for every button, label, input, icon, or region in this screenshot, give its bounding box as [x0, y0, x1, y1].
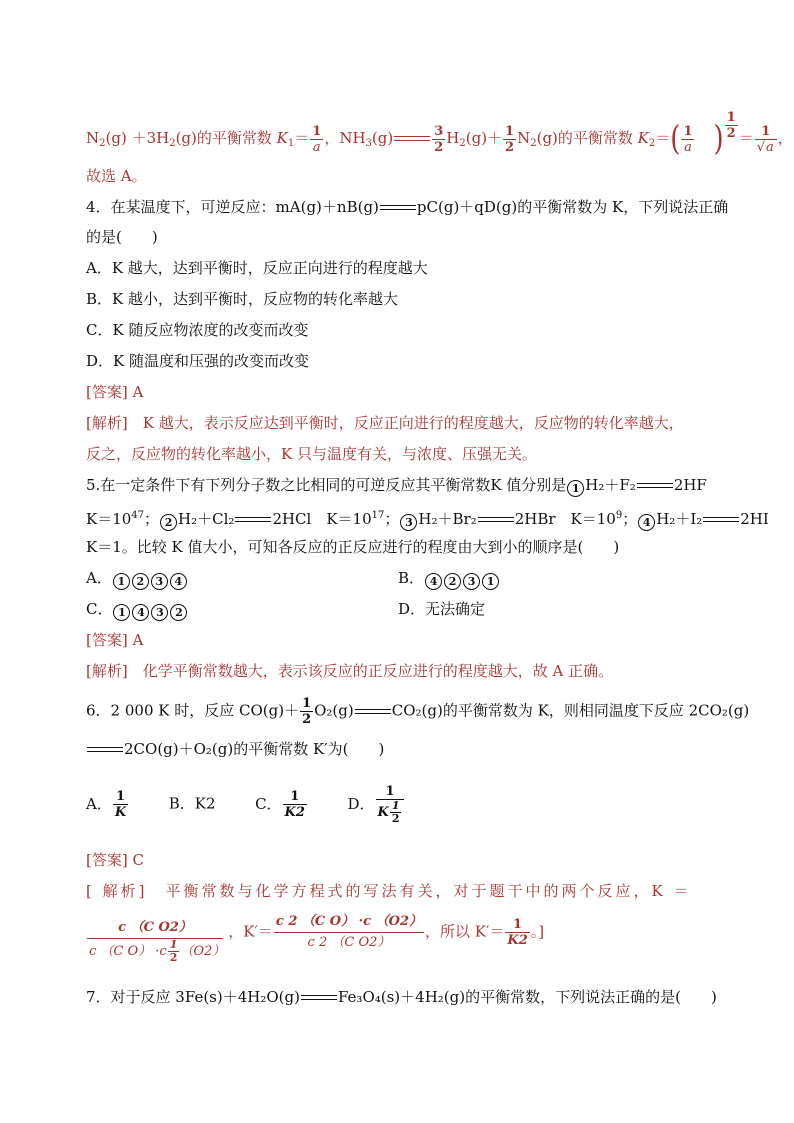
option-6a: A． $\frac{1}{K}$	[86, 789, 127, 820]
question-6-stem-cont: 2CO(g)＋O₂(g)的平衡常数 K′为( )	[86, 738, 384, 760]
solution-line-1: $N_2(g) +3H_2(g)$的平衡常数 $K_1=$ $\frac{1}{a}$ ，$NH_3(g)$ $\frac{3}{2}$ $H_2(g)+$ $\frac{1}{2}$ $N_2(g)$的平衡常数 $K_2=$( $\frac{1}{a}$ ) $\frac{1}{2}$ ＝ $\frac{1}{√a}$ ，	[86, 110, 793, 159]
option-6c: C． $\frac{1}{K2}$	[255, 789, 305, 820]
question-6-stem: 6．2 000 K 时，反应 CO(g)＋ $\frac{1}{2}$ O₂(g) CO₂(g)的平衡常数为 K，则相同温度下反应 2CO₂(g)	[86, 696, 750, 727]
question-4-stem-cont: 的是( )	[86, 228, 158, 246]
option-5d: D．无法确定	[398, 600, 486, 618]
equilibrium-arrow-icon	[87, 747, 123, 753]
question-5-stem-cont: $K=10^{47}$； 2 H₂＋Cl₂ 2HCl $K=10^{17}$； 3 H₂＋Br₂ 2HBr $K=10^9$； 4 H₂＋I₂ 2HI	[86, 510, 769, 529]
option-6b: B．K2	[168, 794, 216, 813]
question-6-options	[86, 784, 405, 836]
fraction: $\frac{1}{a}$	[312, 123, 322, 155]
explanation-4-line-1: [解析] K 越大，表示反应达到平衡时，反应正向进行的程度越大，反应物的转化率越大，	[86, 414, 684, 432]
option-5a: A． 1 2 3 4	[86, 567, 188, 590]
explanation-6-line-1: [ 解析] 平衡常数与化学方程式的写法有关，对于题干中的两个反应，K ＝	[86, 882, 692, 900]
option-5c: C． 1 4 3 2	[86, 598, 188, 621]
equilibrium-arrow-icon	[301, 995, 337, 1001]
answer-5: [答案] A	[86, 631, 144, 649]
equilibrium-arrow-icon	[235, 517, 271, 523]
answer-4: [答案] A	[86, 383, 144, 401]
equilibrium-arrow-icon	[703, 517, 739, 523]
answer-6: [答案] C	[86, 851, 144, 869]
equilibrium-arrow-icon	[355, 709, 391, 715]
option-4a: A．K 越大，达到平衡时，反应正向进行的程度越大	[86, 259, 428, 277]
option-5b: B． 4 2 3 1	[398, 567, 500, 590]
solution-line-2: 故选 A。	[86, 167, 147, 185]
equilibrium-arrow-icon	[637, 483, 673, 489]
question-7-stem: 7．对于反应 3Fe(s)＋4H₂O(g) Fe₃O₄(s)＋4H₂(g)的平衡常数，下列说法正确的是( )	[86, 988, 717, 1006]
explanation-5: [解析] 化学平衡常数越大，表示该反应的正反应进行的程度越大，故 A 正确。	[86, 662, 614, 680]
question-5-stem-end: K＝1。比较 K 值大小，可知各反应的正反应进行的程度由大到小的顺序是( )	[86, 538, 620, 556]
option-4b: B．K 越小，达到平衡时，反应物的转化率越大	[86, 290, 398, 308]
question-5-stem: 5.在一定条件下有下列分子数之比相同的可逆反应其平衡常数K 值分别是 1 H₂＋F₂ 2HF	[86, 476, 707, 495]
option-4c: C．K 随反应物浓度的改变而改变	[86, 321, 309, 339]
explanation-6-formula: c （C O2） c （C O） ·c $\frac{1}{2}$ （O2） ，K′＝ $\frac{\text{c 2 （C O） ·c （O2）}}{\text{c 2 （C O2）}}$ ，所以 K′＝ $\frac{1}{K2}$ 。]	[89, 914, 545, 964]
equilibrium-arrow-icon	[380, 205, 416, 211]
option-4d: D．K 随温度和压强的改变而改变	[86, 352, 310, 370]
explanation-4-line-2: 反之，反应物的转化率越小，K 只与温度有关，与浓度、压强无关。	[86, 445, 537, 463]
option-6d: D． 1 K $\frac{1}{2}$	[347, 795, 405, 813]
equilibrium-arrow-icon	[394, 136, 430, 142]
question-4-stem: 4．在某温度下，可逆反应：mA(g)＋nB(g) pC(g)＋qD(g)的平衡常数为 K，下列说法正确	[86, 198, 729, 216]
equilibrium-arrow-icon	[478, 517, 514, 523]
